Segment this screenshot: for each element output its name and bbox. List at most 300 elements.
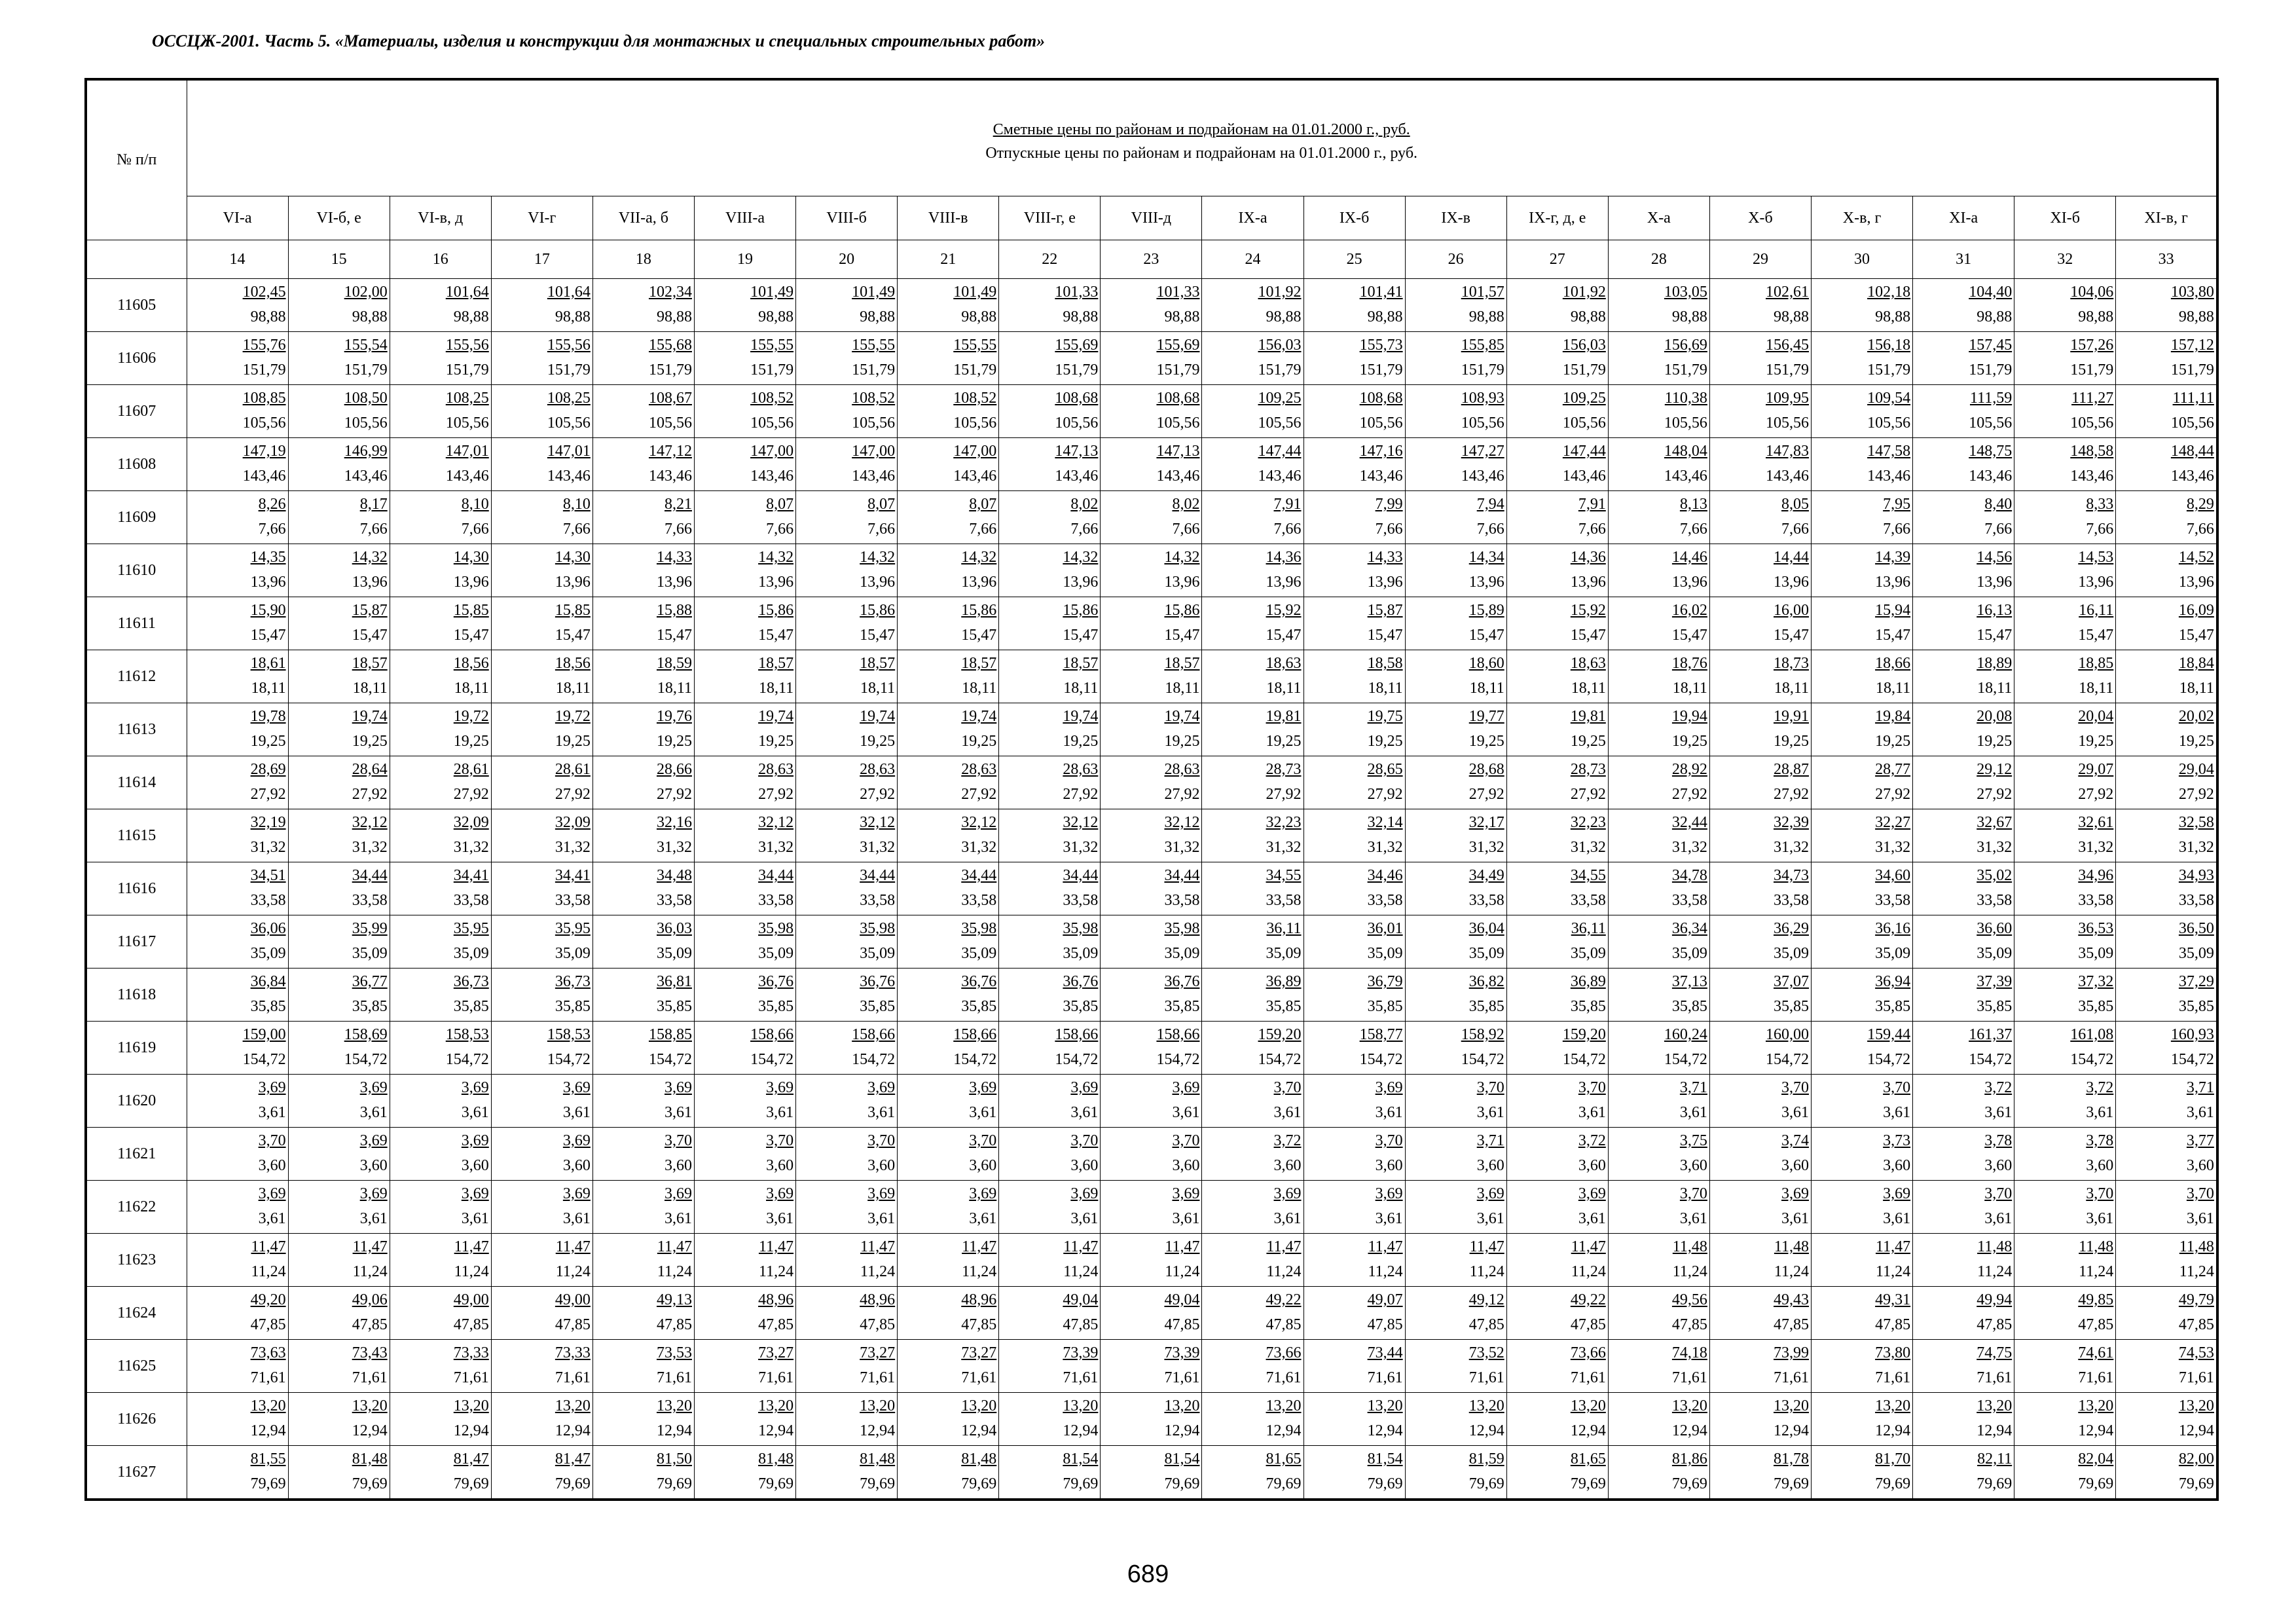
release-price: 35,85	[453, 998, 489, 1015]
price-cell	[1405, 491, 1506, 544]
estimate-price: 102,18	[1867, 284, 1911, 301]
price-cell	[1608, 597, 1709, 650]
table-row	[86, 809, 2217, 862]
release-price: 11,24	[1977, 1263, 2013, 1280]
release-price: 105,56	[242, 415, 286, 432]
estimate-price: 15,86	[1164, 602, 1200, 619]
price-cell	[1812, 544, 1913, 597]
price-cell	[2116, 650, 2217, 703]
release-price: 31,32	[1570, 839, 1606, 856]
estimate-price: 158,92	[1461, 1026, 1504, 1043]
release-price: 143,46	[1055, 468, 1099, 485]
price-cell	[796, 756, 898, 809]
price-cell	[1202, 1393, 1303, 1446]
estimate-price: 13,20	[656, 1397, 692, 1414]
price-cell	[187, 544, 288, 597]
row-number: 11608	[86, 438, 187, 491]
row-number: 11607	[86, 385, 187, 438]
release-price: 12,94	[961, 1422, 997, 1439]
price-cell	[999, 1234, 1101, 1287]
estimate-price: 34,48	[656, 867, 692, 884]
title-line-estimate-prices: Сметные цены по районам и подрайонам на 01.01.2000 г., руб.	[993, 121, 1410, 138]
price-cell	[1101, 1393, 1202, 1446]
release-price: 47,85	[758, 1316, 794, 1333]
release-price: 98,88	[2078, 308, 2114, 325]
price-cell	[1202, 332, 1303, 385]
price-cell	[1202, 544, 1303, 597]
price-cell	[694, 491, 795, 544]
region-header: VI-б, е	[288, 196, 390, 240]
estimate-price: 32,12	[1164, 814, 1200, 831]
price-cell	[1101, 1022, 1202, 1075]
estimate-price: 28,65	[1367, 761, 1403, 778]
price-cell	[1405, 385, 1506, 438]
price-cell	[999, 544, 1101, 597]
release-price: 79,69	[1367, 1475, 1403, 1492]
release-price: 33,58	[1367, 892, 1403, 909]
estimate-price: 37,32	[2078, 973, 2114, 990]
release-price: 3,61	[2186, 1104, 2214, 1121]
estimate-price: 36,50	[2178, 920, 2214, 937]
price-cell	[1506, 809, 1608, 862]
release-price: 143,46	[1766, 468, 1809, 485]
price-cell	[898, 1022, 999, 1075]
release-price: 35,09	[250, 945, 286, 962]
release-price: 3,60	[1476, 1157, 1504, 1174]
estimate-price: 3,69	[766, 1185, 794, 1202]
region-header: VI-г	[491, 196, 592, 240]
estimate-price: 37,29	[2178, 973, 2214, 990]
estimate-price: 155,55	[852, 337, 896, 354]
estimate-price: 14,44	[1774, 549, 1809, 566]
price-cell	[1709, 332, 1811, 385]
release-price: 143,46	[2070, 468, 2114, 485]
release-price: 154,72	[1562, 1051, 1606, 1068]
price-cell	[1405, 1022, 1506, 1075]
release-price: 47,85	[1875, 1316, 1911, 1333]
estimate-price: 147,00	[953, 443, 997, 460]
estimate-price: 13,20	[1164, 1397, 1200, 1414]
release-price: 47,85	[352, 1316, 388, 1333]
price-cell	[1913, 915, 2014, 969]
price-cell	[1506, 438, 1608, 491]
release-price: 19,25	[1266, 733, 1302, 750]
release-price: 3,61	[1984, 1104, 2013, 1121]
estimate-price: 159,20	[1258, 1026, 1302, 1043]
release-price: 11,24	[1368, 1263, 1403, 1280]
price-cell	[1812, 809, 1913, 862]
estimate-price: 36,94	[1875, 973, 1911, 990]
price-cell	[1709, 1234, 1811, 1287]
release-price: 3,60	[969, 1157, 997, 1174]
estimate-price: 49,00	[453, 1291, 489, 1308]
price-cell	[1405, 279, 1506, 332]
price-cell	[1202, 756, 1303, 809]
release-price: 12,94	[1164, 1422, 1200, 1439]
release-price: 27,92	[555, 786, 591, 803]
release-price: 33,58	[860, 892, 896, 909]
price-cell	[187, 1128, 288, 1181]
price-cell	[999, 1128, 1101, 1181]
estimate-price: 3,69	[562, 1079, 591, 1096]
price-cell	[491, 969, 592, 1022]
price-cell	[2116, 969, 2217, 1022]
estimate-price: 3,72	[1578, 1132, 1606, 1149]
price-cell	[796, 279, 898, 332]
estimate-price: 19,74	[758, 708, 794, 725]
estimate-price: 32,39	[1774, 814, 1809, 831]
price-cell	[1405, 1181, 1506, 1234]
estimate-price: 101,92	[1258, 284, 1302, 301]
release-price: 35,09	[1977, 945, 2013, 962]
row-number: 11616	[86, 862, 187, 915]
release-price: 27,92	[758, 786, 794, 803]
release-price: 35,09	[1671, 945, 1707, 962]
estimate-price: 20,08	[1977, 708, 2013, 725]
price-cell	[1101, 597, 1202, 650]
row-number: 11627	[86, 1446, 187, 1500]
price-cell	[187, 1340, 288, 1393]
estimate-price: 155,55	[750, 337, 794, 354]
price-cell	[1202, 385, 1303, 438]
estimate-price: 108,68	[1156, 390, 1200, 407]
region-header: IX-б	[1303, 196, 1405, 240]
release-price: 47,85	[2178, 1316, 2214, 1333]
estimate-price: 11,47	[1266, 1238, 1302, 1255]
price-cell	[1202, 809, 1303, 862]
price-cell	[1913, 1128, 2014, 1181]
release-price: 15,47	[2078, 627, 2114, 644]
estimate-price: 18,57	[1164, 655, 1200, 672]
price-cell	[491, 809, 592, 862]
price-cell	[390, 385, 491, 438]
estimate-price: 14,32	[352, 549, 388, 566]
release-price: 27,92	[352, 786, 388, 803]
price-cell	[491, 1340, 592, 1393]
price-cell	[592, 915, 694, 969]
release-price: 12,94	[1468, 1422, 1504, 1439]
estimate-price: 15,86	[860, 602, 896, 619]
estimate-price: 73,33	[453, 1344, 489, 1361]
estimate-price: 155,56	[445, 337, 489, 354]
release-price: 12,94	[1367, 1422, 1403, 1439]
release-price: 143,46	[1664, 468, 1707, 485]
price-cell	[1913, 650, 2014, 703]
release-price: 154,72	[1867, 1051, 1911, 1068]
release-price: 31,32	[656, 839, 692, 856]
price-cell	[1608, 756, 1709, 809]
release-price: 7,66	[664, 521, 692, 538]
price-cell	[1303, 1340, 1405, 1393]
price-cell	[1913, 385, 2014, 438]
price-cell	[1506, 332, 1608, 385]
estimate-price: 74,61	[2078, 1344, 2114, 1361]
price-cell	[288, 1181, 390, 1234]
price-cell	[288, 597, 390, 650]
release-price: 3,61	[766, 1210, 794, 1227]
price-cell	[999, 809, 1101, 862]
release-price: 18,11	[1875, 680, 1911, 697]
price-cell	[898, 1393, 999, 1446]
estimate-price: 28,63	[758, 761, 794, 778]
release-price: 143,46	[1867, 468, 1911, 485]
release-price: 13,96	[453, 574, 489, 591]
release-price: 154,72	[1258, 1051, 1302, 1068]
estimate-price: 81,70	[1875, 1450, 1911, 1467]
estimate-price: 36,89	[1570, 973, 1606, 990]
release-price: 3,61	[867, 1104, 896, 1121]
estimate-price: 73,66	[1570, 1344, 1606, 1361]
estimate-price: 3,69	[969, 1079, 997, 1096]
release-price: 13,96	[1671, 574, 1707, 591]
price-cell	[999, 1287, 1101, 1340]
price-cell	[491, 332, 592, 385]
release-price: 154,72	[1766, 1051, 1809, 1068]
price-cell	[796, 1446, 898, 1500]
column-index: 23	[1101, 240, 1202, 279]
estimate-price: 36,11	[1571, 920, 1606, 937]
release-price: 98,88	[758, 308, 794, 325]
estimate-price: 3,69	[1781, 1185, 1809, 1202]
price-cell	[898, 756, 999, 809]
estimate-price: 155,69	[1156, 337, 1200, 354]
estimate-price: 36,76	[961, 973, 997, 990]
price-cell	[694, 1234, 795, 1287]
estimate-price: 73,63	[250, 1344, 286, 1361]
release-price: 13,96	[1063, 574, 1099, 591]
price-cell	[1608, 809, 1709, 862]
release-price: 35,85	[1570, 998, 1606, 1015]
release-price: 3,61	[1781, 1210, 1809, 1227]
release-price: 105,56	[1664, 415, 1707, 432]
table-row	[86, 862, 2217, 915]
release-price: 31,32	[1977, 839, 2013, 856]
price-cell	[1913, 279, 2014, 332]
region-header: IX-г, д, е	[1506, 196, 1608, 240]
release-price: 35,09	[1164, 945, 1200, 962]
price-cell	[1506, 597, 1608, 650]
release-price: 35,09	[961, 945, 997, 962]
release-price: 79,69	[250, 1475, 286, 1492]
price-cell	[1405, 703, 1506, 756]
estimate-price: 11,48	[1774, 1238, 1809, 1255]
price-cell	[1709, 1393, 1811, 1446]
price-cell	[1405, 1234, 1506, 1287]
release-price: 3,60	[1172, 1157, 1200, 1174]
estimate-price: 147,00	[852, 443, 896, 460]
release-price: 11,24	[454, 1263, 489, 1280]
estimate-price: 81,54	[1063, 1450, 1099, 1467]
estimate-price: 49,12	[1468, 1291, 1504, 1308]
estimate-price: 3,70	[1273, 1079, 1302, 1096]
estimate-price: 18,56	[555, 655, 591, 672]
price-cell	[592, 862, 694, 915]
price-cell	[491, 915, 592, 969]
title-row	[86, 79, 2217, 196]
estimate-price: 3,72	[1984, 1079, 2013, 1096]
estimate-price: 34,60	[1875, 867, 1911, 884]
estimate-price: 101,64	[445, 284, 489, 301]
price-cell	[2116, 1181, 2217, 1234]
estimate-price: 13,20	[453, 1397, 489, 1414]
price-cell	[390, 703, 491, 756]
estimate-price: 20,04	[2078, 708, 2114, 725]
release-price: 35,85	[1468, 998, 1504, 1015]
estimate-price: 14,32	[860, 549, 896, 566]
release-price: 19,25	[555, 733, 591, 750]
release-price: 18,11	[962, 680, 997, 697]
price-cell	[1303, 1022, 1405, 1075]
estimate-price: 36,77	[352, 973, 388, 990]
price-cell	[1303, 756, 1405, 809]
price-cell	[288, 1446, 390, 1500]
price-cell	[1101, 1340, 1202, 1393]
estimate-price: 3,69	[461, 1185, 489, 1202]
estimate-price: 36,73	[453, 973, 489, 990]
price-cell	[1709, 915, 1811, 969]
release-price: 18,11	[1672, 680, 1707, 697]
release-price: 35,85	[758, 998, 794, 1015]
release-price: 151,79	[1258, 361, 1302, 378]
estimate-price: 156,18	[1867, 337, 1911, 354]
release-price: 98,88	[1774, 308, 1809, 325]
row-number: 11612	[86, 650, 187, 703]
release-price: 11,24	[2179, 1263, 2214, 1280]
estimate-price: 3,70	[766, 1132, 794, 1149]
estimate-price: 13,20	[860, 1397, 896, 1414]
price-cell	[694, 809, 795, 862]
price-cell	[694, 1075, 795, 1128]
estimate-price: 49,43	[1774, 1291, 1809, 1308]
estimate-price: 109,25	[1258, 390, 1302, 407]
price-cell	[390, 1234, 491, 1287]
release-price: 3,61	[1172, 1104, 1200, 1121]
estimate-price: 3,70	[1781, 1079, 1809, 1096]
estimate-price: 73,27	[758, 1344, 794, 1361]
release-price: 11,24	[1875, 1263, 1911, 1280]
price-cell	[1506, 650, 1608, 703]
release-price: 3,60	[766, 1157, 794, 1174]
release-price: 13,96	[656, 574, 692, 591]
release-price: 35,85	[1164, 998, 1200, 1015]
price-cell	[796, 385, 898, 438]
estimate-price: 32,14	[1367, 814, 1403, 831]
release-price: 47,85	[250, 1316, 286, 1333]
region-header: VIII-б	[796, 196, 898, 240]
price-cell	[592, 1234, 694, 1287]
release-price: 79,69	[1977, 1475, 2013, 1492]
estimate-price: 8,26	[258, 496, 286, 513]
price-cell	[187, 1022, 288, 1075]
price-cell	[1202, 279, 1303, 332]
price-cell	[1101, 703, 1202, 756]
row-number: 11617	[86, 915, 187, 969]
estimate-price: 49,04	[1063, 1291, 1099, 1308]
release-price: 47,85	[656, 1316, 692, 1333]
estimate-price: 11,47	[657, 1238, 692, 1255]
release-price: 18,11	[1368, 680, 1403, 697]
release-price: 105,56	[1055, 415, 1099, 432]
price-cell	[694, 1393, 795, 1446]
estimate-price: 156,03	[1562, 337, 1606, 354]
estimate-price: 102,34	[648, 284, 692, 301]
row-number: 11622	[86, 1181, 187, 1234]
price-cell	[390, 915, 491, 969]
price-cell	[592, 650, 694, 703]
column-index: 27	[1506, 240, 1608, 279]
estimate-price: 18,61	[250, 655, 286, 672]
release-price: 154,72	[1156, 1051, 1200, 1068]
estimate-price: 14,56	[1977, 549, 2013, 566]
price-cell	[999, 385, 1101, 438]
release-price: 105,56	[1258, 415, 1302, 432]
release-price: 31,32	[555, 839, 591, 856]
price-cell	[796, 544, 898, 597]
price-cell	[1608, 1234, 1709, 1287]
release-price: 98,88	[555, 308, 591, 325]
estimate-price: 11,47	[1063, 1238, 1099, 1255]
estimate-price: 11,47	[1469, 1238, 1504, 1255]
price-cell	[2014, 969, 2116, 1022]
price-cell	[898, 385, 999, 438]
table-row	[86, 279, 2217, 332]
column-index: 16	[390, 240, 491, 279]
price-cell	[1101, 385, 1202, 438]
estimate-price: 18,84	[2178, 655, 2214, 672]
estimate-price: 108,93	[1461, 390, 1504, 407]
release-price: 11,24	[1266, 1263, 1302, 1280]
release-price: 7,66	[359, 521, 388, 538]
estimate-price: 111,27	[2071, 390, 2114, 407]
price-cell	[288, 1022, 390, 1075]
estimate-price: 3,69	[1375, 1079, 1403, 1096]
release-price: 3,61	[1172, 1210, 1200, 1227]
release-price: 7,66	[562, 521, 591, 538]
estimate-price: 101,49	[750, 284, 794, 301]
row-number: 11626	[86, 1393, 187, 1446]
estimate-price: 13,20	[2078, 1397, 2114, 1414]
table-row	[86, 544, 2217, 597]
release-price: 3,60	[1070, 1157, 1099, 1174]
num-column-header: № п/п	[86, 79, 187, 240]
price-cell	[1303, 1128, 1405, 1181]
release-price: 3,61	[1273, 1210, 1302, 1227]
price-cell	[2116, 703, 2217, 756]
release-price: 47,85	[555, 1316, 591, 1333]
price-cell	[187, 1075, 288, 1128]
release-price: 27,92	[1063, 786, 1099, 803]
release-price: 105,56	[547, 415, 591, 432]
release-price: 105,56	[1461, 415, 1504, 432]
price-table	[84, 78, 2219, 1501]
price-cell	[1303, 1287, 1405, 1340]
price-cell	[999, 1446, 1101, 1500]
release-price: 7,66	[1883, 521, 1911, 538]
release-price: 31,32	[453, 839, 489, 856]
price-cell	[1709, 650, 1811, 703]
estimate-price: 28,73	[1570, 761, 1606, 778]
price-cell	[491, 1234, 592, 1287]
price-cell	[1608, 1340, 1709, 1393]
release-price: 18,11	[352, 680, 388, 697]
release-price: 35,09	[1063, 945, 1099, 962]
price-cell	[796, 438, 898, 491]
release-price: 98,88	[1367, 308, 1403, 325]
estimate-price: 73,99	[1774, 1344, 1809, 1361]
estimate-price: 147,00	[750, 443, 794, 460]
release-price: 98,88	[1164, 308, 1200, 325]
release-price: 11,24	[1469, 1263, 1504, 1280]
